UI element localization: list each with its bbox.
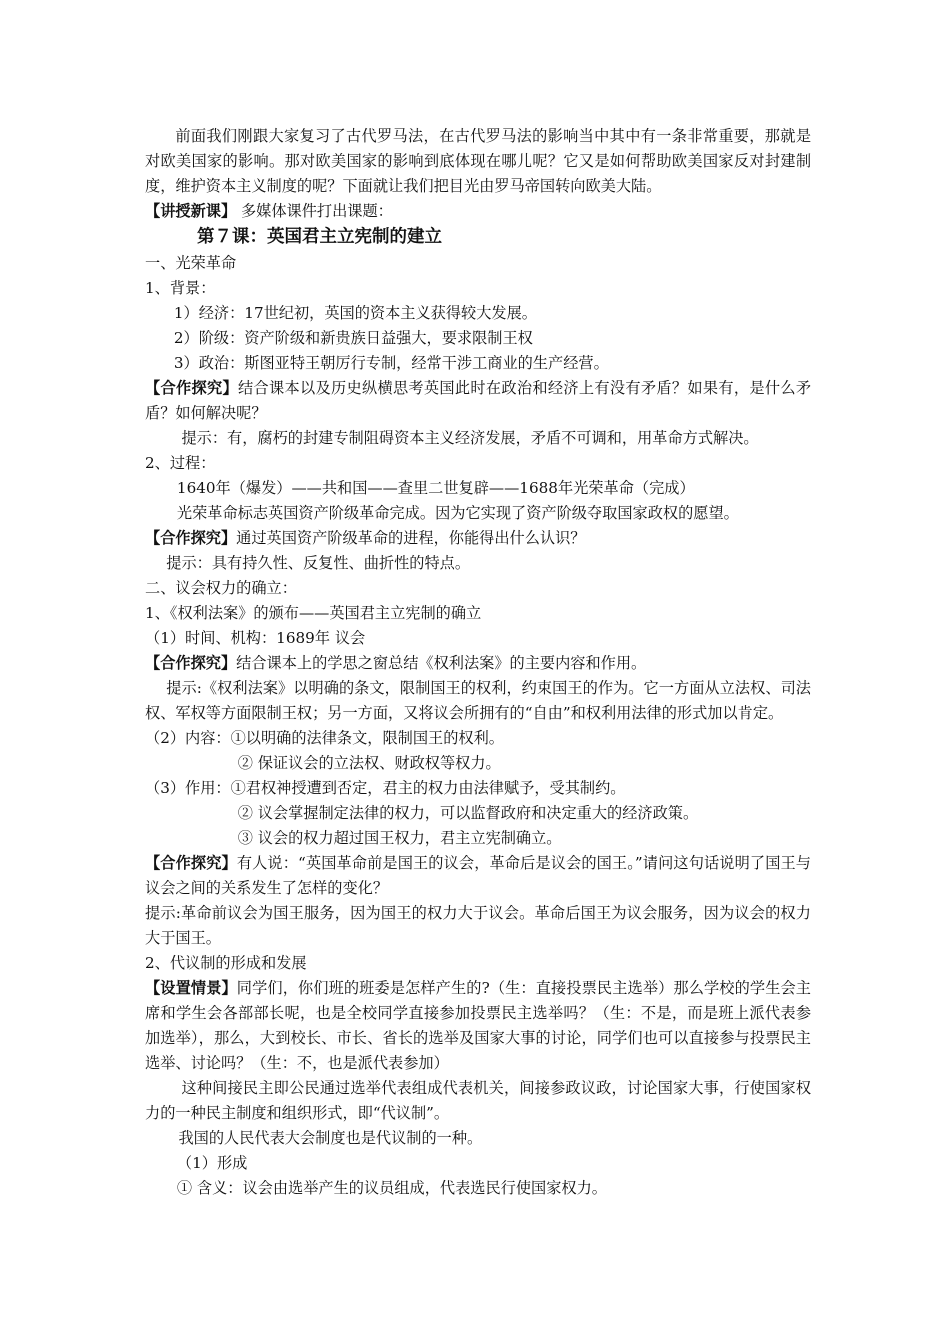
process-timeline: 1640年（爆发）——共和国——查里二世复辟——1688年光荣革命（完成） bbox=[176, 479, 695, 497]
hint-1: 提示：有，腐朽的封建专制阻碍资本主义经济发展，矛盾不可调和，用革命方式解决。 bbox=[181, 429, 759, 447]
cooperation-3 bbox=[145, 651, 811, 676]
china-note: 我国的人民代表大会制度也是代议制的一种。 bbox=[178, 1129, 483, 1147]
representative-heading: 2、代议制的形成和发展 bbox=[145, 954, 307, 972]
bill-content-2: ② 保证议会的立法权、财政权等权力。 bbox=[237, 754, 501, 772]
bill-time: （1）时间、机构：1689年 议会 bbox=[145, 629, 366, 647]
cooperation-label: 【合作探究】 bbox=[145, 654, 237, 672]
section-heading-1: 一、光荣革命 bbox=[145, 254, 237, 272]
document-page bbox=[145, 124, 811, 1201]
cooperation-text: 有人说：“英国革命前是国王的议会，革命后是议会的国王。”请问这句话说明了国王与议会之间的关系发生了怎样的变化？ bbox=[145, 854, 811, 897]
cooperation-label: 【合作探究】 bbox=[145, 529, 237, 547]
cooperation-text: 结合课本以及历史纵横思考英国此时在政治和经济上有没有矛盾？如果有，是什么矛盾？如何解决呢？ bbox=[145, 379, 812, 422]
intro-paragraph: 前面我们刚跟大家复习了古代罗马法，在古代罗马法的影响当中其中有一条非常重要，那就是对欧美国家的影响。那对欧美国家的影响到底体现在哪儿呢？它又是如何帮助欧美国家反对封建制度，维护资本主义制度的呢？下面就让我们把目光由罗马帝国转向欧美大陆。 bbox=[145, 127, 811, 195]
background-class: 2）阶级：资产阶级和新贵族日益强大，要求限制王权 bbox=[173, 329, 533, 347]
cooperation-text: 通过英国资产阶级革命的进程，你能得出什么认识？ bbox=[236, 529, 586, 547]
cooperation-2 bbox=[145, 526, 811, 551]
cooperation-label: 【合作探究】 bbox=[145, 854, 237, 872]
cooperation-1 bbox=[145, 376, 811, 426]
background-economy: 1）经济：17世纪初，英国的资本主义获得较大发展。 bbox=[173, 304, 537, 322]
cooperation-label: 【合作探究】 bbox=[145, 379, 238, 397]
bill-effect-1: （3）作用：①君权神授遭到否定，君主的权力由法律赋予，受其制约。 bbox=[145, 779, 626, 797]
new-lesson-label: 【讲授新课】 bbox=[145, 202, 237, 220]
formation-meaning: ① 含义：议会由选举产生的议员组成，代表选民行使国家权力。 bbox=[176, 1179, 607, 1197]
hint-3: 提示:《权利法案》以明确的条文，限制国王的权利，约束国王的作为。它一方面从立法权、司法权、军权等方面限制王权；另一方面，又将议会所拥有的“自由”和权利用法律的形式加以肯定。 bbox=[145, 679, 811, 722]
new-lesson-line bbox=[145, 199, 811, 224]
scenario-label: 【设置情景】 bbox=[145, 979, 237, 997]
bill-effect-2: ② 议会掌握制定法律的权力，可以监督政府和决定重大的经济政策。 bbox=[237, 804, 699, 822]
bill-effect-3: ③ 议会的权力超过国王权力，君主立宪制确立。 bbox=[237, 829, 562, 847]
process-heading: 2、过程： bbox=[145, 454, 216, 472]
scenario bbox=[145, 976, 811, 1076]
section-heading-2: 二、议会权力的确立： bbox=[145, 579, 297, 597]
hint-2: 提示：具有持久性、反复性、曲折性的特点。 bbox=[166, 554, 471, 572]
scenario-text: 同学们，你们班的班委是怎样产生的?（生：直接投票民主选举）那么学校的学生会主席和学生会各部部长呢，也是全校同学直接参加投票民主选举吗？（生：不是，而是班上派代表参加选举），那么，大到校长、市长、省长的选举及国家大事的讨论，同学们也可以直接参与投票民主选举、讨论吗？（生：不，也是派代表参加） bbox=[145, 979, 811, 1072]
lesson-title: 第７课：英国君主立宪制的建立 bbox=[197, 227, 442, 247]
cooperation-4 bbox=[145, 851, 811, 901]
bill-heading: 1、《权利法案》的颁布——英国君主立宪制的确立 bbox=[145, 604, 482, 622]
hint-4: 提示:革命前议会为国王服务，因为国王的权力大于议会。革命后国王为议会服务，因为议会的权力大于国王。 bbox=[145, 904, 811, 947]
background-heading: 1、背景： bbox=[145, 279, 216, 297]
cooperation-text: 结合课本上的学思之窗总结《权利法案》的主要内容和作用。 bbox=[236, 654, 647, 672]
formation-heading: （1）形成 bbox=[176, 1154, 248, 1172]
definition: 这种间接民主即公民通过选举代表组成代表机关，间接参政议政，讨论国家大事，行使国家权力的一种民主制度和组织形式，即“代议制”。 bbox=[145, 1079, 811, 1122]
background-politics: 3）政治：斯图亚特王朝厉行专制，经常干涉工商业的生产经营。 bbox=[173, 354, 609, 372]
process-note: 光荣革命标志英国资产阶级革命完成。因为它实现了资产阶级夺取国家政权的愿望。 bbox=[176, 504, 739, 522]
bill-content-1: （2）内容：①以明确的法律条文，限制国王的权利。 bbox=[145, 729, 504, 747]
new-lesson-text: 多媒体课件打出课题： bbox=[240, 202, 393, 220]
